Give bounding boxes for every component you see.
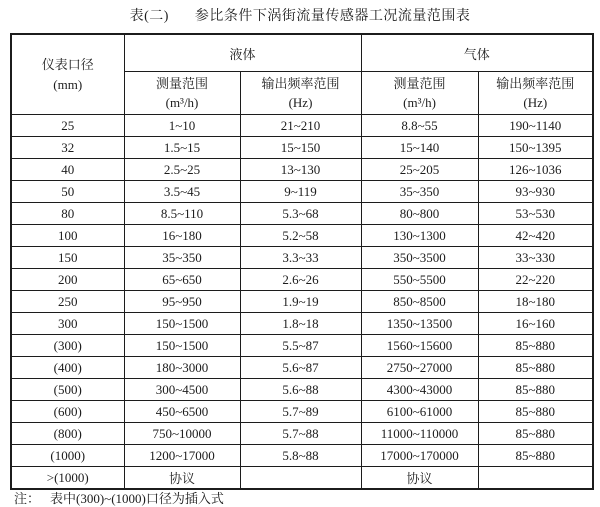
table-cell: 180~3000: [124, 357, 240, 379]
table-cell: 1.8~18: [240, 313, 361, 335]
table-cell: 3.5~45: [124, 181, 240, 203]
table-row: [11, 313, 593, 335]
table-cell: 16~180: [124, 225, 240, 247]
table-cell: 5.6~87: [240, 357, 361, 379]
table-cell: 18~180: [478, 291, 593, 313]
table-cell: 65~650: [124, 269, 240, 291]
table-cell: 300: [11, 313, 124, 335]
table-number: 表(二): [129, 9, 169, 24]
table-cell: 21~210: [240, 115, 361, 137]
table-row: [11, 269, 593, 291]
table-row: [11, 357, 593, 379]
table-cell: 3.3~33: [240, 247, 361, 269]
table-row: [11, 247, 593, 269]
table-cell: 5.6~88: [240, 379, 361, 401]
table-cell: 150: [11, 247, 124, 269]
table-row: [11, 291, 593, 313]
freq-range-unit: (Hz): [288, 95, 313, 110]
table-cell: 85~880: [478, 445, 593, 467]
freq-range-label: 输出频率范围: [261, 76, 340, 91]
table-cell: 550~5500: [361, 269, 478, 291]
table-cell: 130~1300: [361, 225, 478, 247]
table-cell: 53~530: [478, 203, 593, 225]
header-diameter: [11, 34, 124, 115]
table-cell: (400): [11, 357, 124, 379]
table-cell: 42~420: [478, 225, 593, 247]
table-cell: 100: [11, 225, 124, 247]
measure-range-label: 测量范围: [393, 76, 446, 91]
table-cell: 150~1500: [124, 335, 240, 357]
table-cell: 2750~27000: [361, 357, 478, 379]
table-cell: 85~880: [478, 357, 593, 379]
table-cell: 11000~110000: [361, 423, 478, 445]
table-cell: (800): [11, 423, 124, 445]
table-cell: 8.5~110: [124, 203, 240, 225]
flow-range-table: [10, 33, 594, 490]
table-row: [11, 225, 593, 247]
table-cell: 35~350: [124, 247, 240, 269]
table-cell: 850~8500: [361, 291, 478, 313]
table-cell: [478, 467, 593, 490]
table-row: [11, 115, 593, 137]
table-cell: 5.8~88: [240, 445, 361, 467]
table-cell: 80: [11, 203, 124, 225]
table-cell: 4300~43000: [361, 379, 478, 401]
header-liquid: 液体: [124, 34, 361, 72]
table-cell: 200: [11, 269, 124, 291]
measure-range-unit: (m³/h): [403, 95, 436, 110]
table-row: [11, 379, 593, 401]
table-row: [11, 159, 593, 181]
freq-range-unit: (Hz): [523, 95, 548, 110]
table-cell: 13~130: [240, 159, 361, 181]
table-cell: 126~1036: [478, 159, 593, 181]
table-cell: 8.8~55: [361, 115, 478, 137]
table-cell: 85~880: [478, 335, 593, 357]
table-cell: 150~1395: [478, 137, 593, 159]
table-cell: 85~880: [478, 423, 593, 445]
table-cell: (500): [11, 379, 124, 401]
table-row: [11, 181, 593, 203]
table-cell: 协议: [361, 467, 478, 490]
header-diameter-unit: (mm): [53, 76, 83, 92]
table-cell: 15~140: [361, 137, 478, 159]
table-caption: 参比条件下涡街流量传感器工况流量范围表: [194, 9, 471, 24]
table-cell: 80~800: [361, 203, 478, 225]
table-cell: (300): [11, 335, 124, 357]
table-row: [11, 203, 593, 225]
table-cell: 300~4500: [124, 379, 240, 401]
header-liquid-measure: [124, 72, 240, 115]
table-cell: 95~950: [124, 291, 240, 313]
table-cell: 协议: [124, 467, 240, 490]
table-cell: 16~160: [478, 313, 593, 335]
table-cell: 2.6~26: [240, 269, 361, 291]
header-liquid-frequency: [240, 72, 361, 115]
header-group-row: [11, 34, 593, 72]
table-body: [11, 115, 593, 490]
table-cell: 1~10: [124, 115, 240, 137]
table-cell: 1560~15600: [361, 335, 478, 357]
table-cell: (600): [11, 401, 124, 423]
table-cell: 85~880: [478, 401, 593, 423]
table-cell: 32: [11, 137, 124, 159]
table-cell: 25~205: [361, 159, 478, 181]
table-row: [11, 401, 593, 423]
table-cell: 50: [11, 181, 124, 203]
freq-range-label: 输出频率范围: [496, 76, 575, 91]
table-cell: (1000): [11, 445, 124, 467]
table-cell: 6100~61000: [361, 401, 478, 423]
table-row: [11, 137, 593, 159]
table-cell: 22~220: [478, 269, 593, 291]
table-cell: 25: [11, 115, 124, 137]
header-gas-measure: [361, 72, 478, 115]
header-diameter-label: 仪表口径: [41, 56, 94, 72]
table-cell: 35~350: [361, 181, 478, 203]
table-cell: 40: [11, 159, 124, 181]
table-cell: 5.7~88: [240, 423, 361, 445]
table-cell: 9~119: [240, 181, 361, 203]
table-cell: >(1000): [11, 467, 124, 490]
table-cell: 450~6500: [124, 401, 240, 423]
table-cell: 15~150: [240, 137, 361, 159]
table-row: [11, 467, 593, 490]
table-cell: 33~330: [478, 247, 593, 269]
table-cell: [240, 467, 361, 490]
table-cell: 85~880: [478, 379, 593, 401]
table-cell: 5.7~89: [240, 401, 361, 423]
table-row: [11, 423, 593, 445]
table-cell: 1.9~19: [240, 291, 361, 313]
table-cell: 2.5~25: [124, 159, 240, 181]
measure-range-unit: (m³/h): [165, 95, 199, 110]
table-cell: 250: [11, 291, 124, 313]
table-cell: 150~1500: [124, 313, 240, 335]
header-gas-frequency: [478, 72, 593, 115]
table-cell: 5.3~68: [240, 203, 361, 225]
table-cell: 17000~170000: [361, 445, 478, 467]
table-row: [11, 445, 593, 467]
table-cell: 5.5~87: [240, 335, 361, 357]
table-cell: 750~10000: [124, 423, 240, 445]
table-row: [11, 335, 593, 357]
footnote: [14, 488, 224, 507]
table-cell: 1.5~15: [124, 137, 240, 159]
header-gas: 气体: [361, 34, 593, 72]
footnote-text: 表中(300)~(1000)口径为插入式: [50, 491, 224, 506]
table-cell: 93~930: [478, 181, 593, 203]
table-cell: 1200~17000: [124, 445, 240, 467]
table-cell: 5.2~58: [240, 225, 361, 247]
table-cell: 350~3500: [361, 247, 478, 269]
table-cell: 190~1140: [478, 115, 593, 137]
table-title: [0, 5, 600, 25]
measure-range-label: 测量范围: [155, 76, 208, 91]
table-cell: 1350~13500: [361, 313, 478, 335]
footnote-label: 注：: [14, 491, 41, 506]
